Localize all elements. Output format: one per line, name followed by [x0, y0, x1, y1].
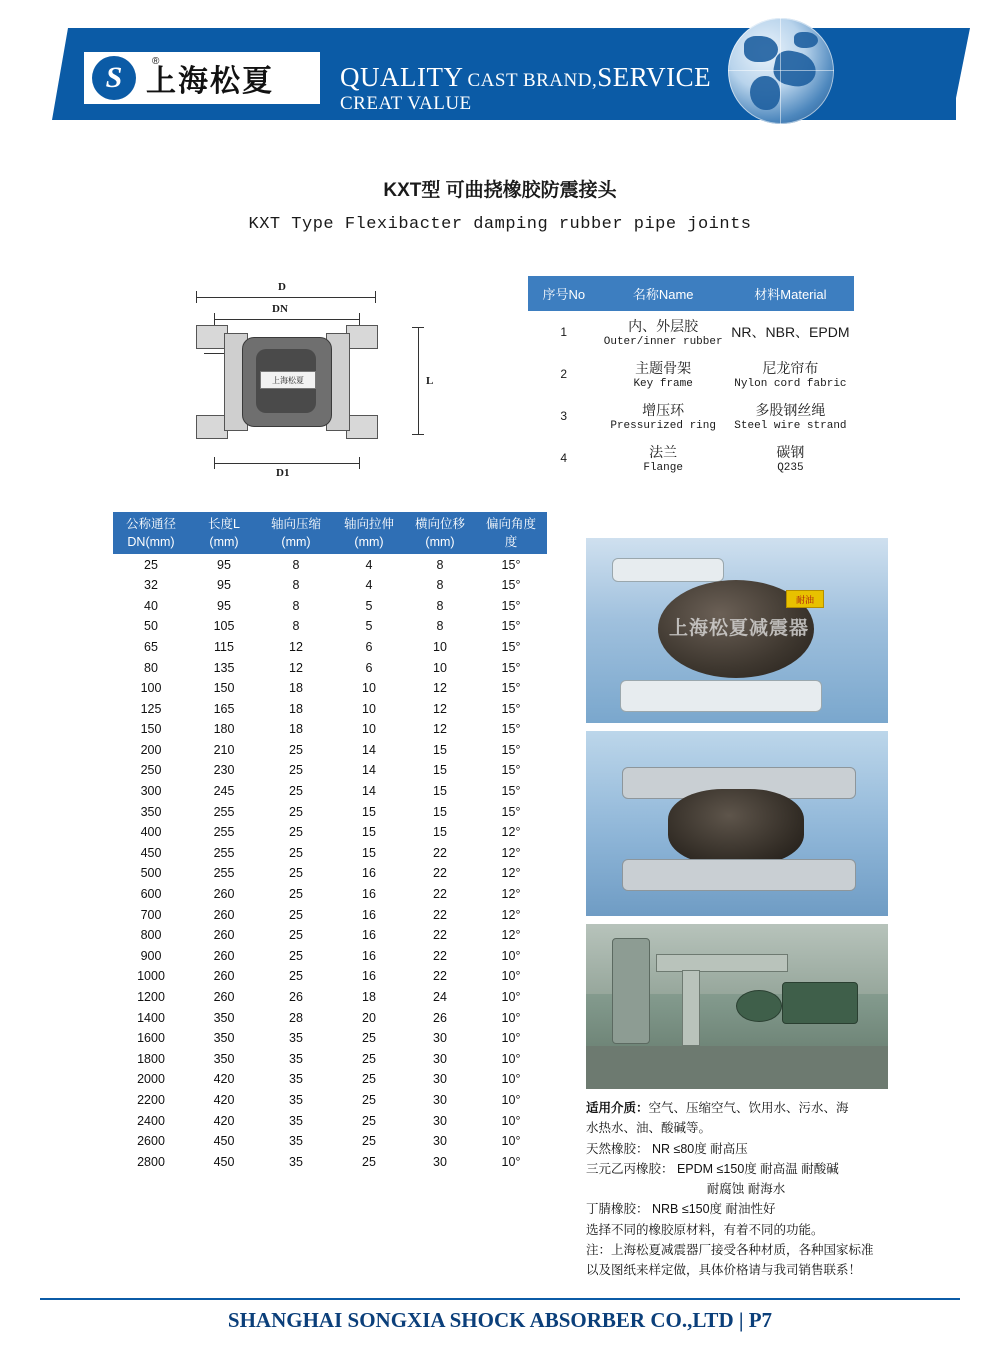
note-line-2: 水热水、油、酸碱等。: [586, 1121, 712, 1136]
spec-cell-dn: 1800: [137, 1051, 165, 1066]
photo3-pump-housing: [736, 990, 782, 1022]
spec-cell-lateral-displacement: 12: [433, 701, 447, 716]
spec-cell-length: 260: [213, 990, 235, 1005]
table-row: [113, 637, 547, 658]
spec-cell-deflection-angle: 10°: [501, 1154, 521, 1169]
note-line-7: 选择不同的橡胶原材料，有着不同的功能。: [586, 1222, 824, 1237]
spec-cell-axial-compression: 25: [289, 887, 303, 902]
slogan-cast-brand: CAST BRAND,: [467, 70, 598, 91]
globe-icon: [728, 18, 834, 124]
spec-cell-lateral-displacement: 12: [433, 722, 447, 737]
spec-cell-deflection-angle: 15°: [501, 557, 521, 572]
spec-cell-axial-extension: 4: [365, 557, 373, 572]
spec-cell-deflection-angle: 15°: [501, 660, 521, 675]
spec-cell-length: 135: [213, 660, 235, 675]
spec-cell-deflection-angle: 15°: [501, 639, 521, 654]
spec-cell-axial-extension: 16: [362, 969, 376, 984]
spec-cell-length: 255: [213, 866, 235, 881]
spec-cell-deflection-angle: 12°: [501, 866, 521, 881]
spec-cell-dn: 40: [144, 598, 158, 613]
table-row: [113, 946, 547, 967]
dim-line-d: [196, 297, 376, 298]
spec-cell-length: 150: [213, 681, 235, 696]
spec-cell-lateral-displacement: 30: [433, 1031, 447, 1046]
spec-cell-axial-extension: 16: [362, 907, 376, 922]
spec-cell-lateral-displacement: 10: [433, 660, 447, 675]
spec-cell-axial-compression: 25: [289, 763, 303, 778]
slogan-creat-value: CREAT VALUE: [340, 93, 472, 114]
spec-cell-dn: 2200: [137, 1092, 165, 1107]
dim-line-dn: [214, 319, 360, 320]
spec-cell-dn: 450: [140, 845, 162, 860]
spec-cell-deflection-angle: 10°: [501, 1092, 521, 1107]
spec-cell-lateral-displacement: 15: [433, 742, 447, 757]
spec-cell-length: 260: [213, 928, 235, 943]
table-row: [113, 554, 547, 575]
spec-cell-dn: 25: [144, 557, 158, 572]
spec-cell-axial-extension: 10: [362, 722, 376, 737]
spec-cell-length: 350: [213, 1051, 235, 1066]
spec-cell-deflection-angle: 10°: [501, 1113, 521, 1128]
spec-cell-axial-compression: 25: [289, 969, 303, 984]
spec-header-deflection-angle: 偏向角度 度: [475, 512, 547, 554]
note-line-1: 适用介质：空气、压缩空气、饮用水、污水、海: [586, 1101, 849, 1115]
slogan-quality: QUALITY: [340, 62, 464, 92]
parts-cell-material: NR、NBR、EPDM: [731, 324, 850, 340]
spec-cell-lateral-displacement: 15: [433, 804, 447, 819]
spec-header-length: 长度L (mm): [189, 512, 259, 554]
spec-cell-deflection-angle: 10°: [501, 1134, 521, 1149]
table-row: [113, 843, 547, 864]
spec-cell-deflection-angle: 15°: [501, 742, 521, 757]
photo1-watermark: 上海松夏减震器: [668, 617, 809, 639]
spec-cell-deflection-angle: 12°: [501, 845, 521, 860]
note-line-4: 三元乙丙橡胶： EPDM ≤150度 耐高温 耐酸碱: [586, 1161, 839, 1176]
parts-table: [528, 276, 854, 479]
spec-cell-lateral-displacement: 30: [433, 1072, 447, 1087]
note-line-6: 丁腈橡胶： NRB ≤150度 耐油性好: [586, 1202, 776, 1217]
slogan-service: SERVICE: [597, 62, 712, 92]
spec-cell-length: 350: [213, 1031, 235, 1046]
parts-table-header-row: [529, 277, 854, 311]
spec-cell-dn: 900: [140, 948, 162, 963]
spec-cell-lateral-displacement: 30: [433, 1092, 447, 1107]
spec-header-axial-extension: 轴向拉伸 (mm): [333, 512, 405, 554]
spec-cell-deflection-angle: 15°: [501, 784, 521, 799]
note-line-5: 耐腐蚀 耐海水: [706, 1182, 786, 1196]
spec-header-lateral-displacement: 横向位移 (mm): [405, 512, 475, 554]
spec-cell-axial-extension: 25: [362, 1134, 376, 1149]
parts-cell-no: 1: [560, 325, 568, 339]
spec-cell-dn: 2400: [137, 1113, 165, 1128]
flange-top-right: [346, 325, 378, 349]
spec-cell-axial-extension: 16: [362, 866, 376, 881]
spec-table-header-row: [113, 512, 547, 554]
spec-cell-dn: 200: [140, 742, 162, 757]
table-row: [113, 904, 547, 925]
spec-cell-axial-extension: 20: [362, 1010, 376, 1025]
spec-cell-lateral-displacement: 30: [433, 1134, 447, 1149]
spec-cell-dn: 1600: [137, 1031, 165, 1046]
photo2-flange-bottom: [622, 859, 856, 891]
photo3-pipe-vertical: [682, 970, 700, 1046]
spec-cell-length: 420: [213, 1113, 235, 1128]
spec-cell-axial-compression: 18: [289, 701, 303, 716]
spec-cell-length: 350: [213, 1010, 235, 1025]
table-row: [113, 1069, 547, 1090]
spec-cell-dn: 2600: [137, 1134, 165, 1149]
spec-cell-dn: 2000: [137, 1072, 165, 1087]
spec-header-dn: 公称通径 DN(mm): [113, 512, 189, 554]
spec-cell-dn: 300: [140, 784, 162, 799]
spec-cell-length: 95: [217, 557, 231, 572]
table-row: [113, 1090, 547, 1111]
spec-cell-axial-compression: 35: [289, 1092, 303, 1107]
spec-cell-deflection-angle: 12°: [501, 825, 521, 840]
usage-notes: [586, 1098, 906, 1280]
spec-cell-axial-compression: 26: [289, 990, 303, 1005]
header-slogan: [340, 62, 770, 115]
table-row: [113, 1049, 547, 1070]
table-row: [113, 575, 547, 596]
spec-cell-lateral-displacement: 15: [433, 763, 447, 778]
spec-cell-deflection-angle: 10°: [501, 948, 521, 963]
spec-cell-lateral-displacement: 30: [433, 1154, 447, 1169]
spec-cell-axial-compression: 12: [289, 660, 303, 675]
spec-cell-axial-extension: 15: [362, 804, 376, 819]
parts-header-no: 序号No: [529, 277, 600, 311]
spec-cell-deflection-angle: 12°: [501, 928, 521, 943]
spec-cell-axial-compression: 8: [292, 557, 300, 572]
dim-line-d1: [214, 463, 360, 464]
spec-cell-deflection-angle: 15°: [501, 763, 521, 778]
spec-cell-axial-extension: 5: [365, 598, 373, 613]
spec-cell-length: 95: [217, 598, 231, 613]
spec-cell-lateral-displacement: 22: [433, 887, 447, 902]
parts-cell-name: 增压环 Pressurized ring: [610, 402, 716, 432]
spec-cell-axial-compression: 35: [289, 1113, 303, 1128]
spec-cell-length: 420: [213, 1072, 235, 1087]
spec-cell-lateral-displacement: 22: [433, 948, 447, 963]
spec-cell-axial-extension: 25: [362, 1031, 376, 1046]
spec-cell-lateral-displacement: 12: [433, 681, 447, 696]
spec-header-axial-compression: 轴向压缩 (mm): [259, 512, 333, 554]
dim-label-d1: D1: [276, 467, 290, 479]
spec-cell-axial-extension: 4: [365, 578, 373, 593]
footer-divider: [40, 1298, 960, 1300]
spec-cell-length: 255: [213, 825, 235, 840]
spec-cell-deflection-angle: 10°: [501, 1031, 521, 1046]
spec-cell-deflection-angle: 10°: [501, 1072, 521, 1087]
parts-header-name: 名称Name: [599, 277, 727, 311]
table-row: [529, 353, 854, 395]
spec-cell-dn: 600: [140, 887, 162, 902]
spec-cell-axial-extension: 16: [362, 928, 376, 943]
spec-cell-lateral-displacement: 22: [433, 969, 447, 984]
page-footer: [0, 1308, 1000, 1333]
spec-cell-length: 245: [213, 784, 235, 799]
footer-company-name: SHANGHAI SONGXIA SHOCK ABSORBER CO.,LTD: [227, 1308, 734, 1332]
spec-cell-deflection-angle: 10°: [501, 1010, 521, 1025]
spec-cell-lateral-displacement: 15: [433, 825, 447, 840]
table-row: [113, 884, 547, 905]
spec-cell-dn: 1200: [137, 990, 165, 1005]
spec-cell-axial-extension: 25: [362, 1113, 376, 1128]
spec-cell-dn: 800: [140, 928, 162, 943]
spec-cell-length: 260: [213, 887, 235, 902]
spec-cell-deflection-angle: 15°: [501, 619, 521, 634]
spec-cell-axial-extension: 25: [362, 1092, 376, 1107]
spec-cell-lateral-displacement: 8: [436, 578, 444, 593]
parts-cell-material: 多股钢丝绳 Steel wire strand: [734, 402, 847, 432]
spec-cell-axial-compression: 18: [289, 722, 303, 737]
note-line-9: 以及图纸来样定做，具体价格请与我司销售联系！: [586, 1263, 862, 1277]
spec-cell-length: 210: [213, 742, 235, 757]
spec-cell-length: 95: [217, 578, 231, 593]
spec-cell-axial-compression: 25: [289, 804, 303, 819]
spec-cell-lateral-displacement: 10: [433, 639, 447, 654]
spec-cell-length: 450: [213, 1154, 235, 1169]
spec-cell-axial-compression: 12: [289, 639, 303, 654]
spec-cell-length: 255: [213, 845, 235, 860]
spec-cell-axial-compression: 35: [289, 1154, 303, 1169]
spec-cell-axial-compression: 35: [289, 1031, 303, 1046]
spec-cell-dn: 250: [140, 763, 162, 778]
company-logo: [84, 52, 320, 104]
spec-cell-deflection-angle: 12°: [501, 887, 521, 902]
spec-cell-axial-compression: 25: [289, 742, 303, 757]
table-row: [113, 698, 547, 719]
spec-cell-length: 180: [213, 722, 235, 737]
parts-cell-name: 内、外层胶 Outer/inner rubber: [603, 318, 723, 348]
spec-cell-axial-extension: 14: [362, 742, 376, 757]
spec-cell-axial-compression: 25: [289, 948, 303, 963]
footer-page-number: P7: [748, 1308, 773, 1332]
logo-text: 上海松夏: [146, 65, 274, 98]
parts-header-material: 材料Material: [727, 277, 853, 311]
table-row: [529, 311, 854, 354]
product-photo-with-flanges: [586, 731, 888, 916]
spec-cell-length: 450: [213, 1134, 235, 1149]
table-row: [113, 863, 547, 884]
dim-line-l: [418, 327, 419, 435]
spec-cell-lateral-displacement: 8: [436, 598, 444, 613]
parts-cell-name: 法兰 Flange: [643, 444, 683, 474]
spec-cell-dn: 1400: [137, 1010, 165, 1025]
spec-cell-axial-extension: 5: [365, 619, 373, 634]
spec-cell-lateral-displacement: 22: [433, 866, 447, 881]
spec-cell-axial-compression: 18: [289, 681, 303, 696]
spec-cell-deflection-angle: 15°: [501, 804, 521, 819]
table-row: [113, 1110, 547, 1131]
spec-cell-deflection-angle: 15°: [501, 701, 521, 716]
spec-cell-axial-extension: 10: [362, 701, 376, 716]
spec-cell-dn: 1000: [137, 969, 165, 984]
registered-trademark-icon: ®: [152, 56, 160, 67]
parts-cell-no: 3: [560, 409, 568, 423]
spec-cell-length: 260: [213, 907, 235, 922]
spec-cell-dn: 350: [140, 804, 162, 819]
spec-cell-axial-compression: 25: [289, 845, 303, 860]
table-row: [113, 966, 547, 987]
table-row: [113, 760, 547, 781]
spec-cell-axial-extension: 25: [362, 1072, 376, 1087]
spec-cell-axial-extension: 18: [362, 990, 376, 1005]
spec-cell-deflection-angle: 15°: [501, 681, 521, 696]
photo1-oil-resistant-sticker: 耐油: [786, 590, 824, 608]
spec-cell-dn: 32: [144, 578, 158, 593]
table-row: [113, 925, 547, 946]
spec-cell-axial-extension: 15: [362, 845, 376, 860]
spec-cell-length: 255: [213, 804, 235, 819]
spec-cell-dn: 400: [140, 825, 162, 840]
spec-cell-deflection-angle: 10°: [501, 969, 521, 984]
table-row: [113, 801, 547, 822]
spec-cell-axial-extension: 14: [362, 784, 376, 799]
product-drawing: [180, 275, 490, 490]
spec-cell-axial-compression: 8: [292, 598, 300, 613]
table-row: [529, 395, 854, 437]
table-row: [113, 987, 547, 1008]
parts-cell-material: 尼龙帘布 Nylon cord fabric: [734, 360, 847, 390]
spec-cell-axial-compression: 25: [289, 825, 303, 840]
spec-cell-axial-extension: 6: [365, 660, 373, 675]
spec-cell-axial-compression: 25: [289, 784, 303, 799]
spec-cell-length: 105: [213, 619, 235, 634]
spec-table: [113, 512, 547, 1172]
photo3-floor: [586, 1046, 888, 1089]
parts-cell-material: 碳钢 Q235: [776, 444, 805, 474]
dim-label-d: D: [278, 281, 286, 293]
table-row: [113, 1131, 547, 1152]
spec-cell-deflection-angle: 10°: [501, 990, 521, 1005]
spec-cell-axial-compression: 35: [289, 1134, 303, 1149]
dim-label-dn: DN: [272, 303, 288, 315]
parts-cell-name: 主题骨架 Key frame: [633, 360, 693, 390]
logo-s-icon: S: [92, 56, 136, 100]
spec-cell-axial-compression: 35: [289, 1072, 303, 1087]
table-row: [113, 822, 547, 843]
table-row: [113, 1028, 547, 1049]
spec-cell-axial-extension: 16: [362, 887, 376, 902]
table-row: [113, 781, 547, 802]
flange-bottom-right: [346, 415, 378, 439]
spec-cell-dn: 100: [140, 681, 162, 696]
spec-cell-lateral-displacement: 30: [433, 1113, 447, 1128]
note-line-3: 天然橡胶： NR ≤80度 耐高压: [586, 1141, 748, 1156]
spec-cell-axial-extension: 25: [362, 1051, 376, 1066]
spec-cell-deflection-angle: 15°: [501, 722, 521, 737]
photo3-pipe-horizontal: [656, 954, 788, 972]
spec-cell-dn: 2800: [137, 1154, 165, 1169]
table-row: [113, 1151, 547, 1172]
drawing-brand-tag: 上海松夏: [260, 371, 316, 389]
spec-cell-length: 115: [214, 639, 234, 654]
spec-cell-deflection-angle: 10°: [501, 1051, 521, 1066]
table-row: [113, 616, 547, 637]
spec-cell-axial-compression: 35: [289, 1051, 303, 1066]
spec-cell-axial-extension: 16: [362, 948, 376, 963]
spec-cell-lateral-displacement: 8: [436, 619, 444, 634]
spec-cell-deflection-angle: 15°: [501, 598, 521, 613]
table-row: [113, 678, 547, 699]
spec-cell-lateral-displacement: 24: [433, 990, 447, 1005]
photo1-flange-bottom: [620, 680, 822, 712]
spec-cell-lateral-displacement: 26: [433, 1010, 447, 1025]
table-row: [113, 740, 547, 761]
spec-cell-deflection-angle: 12°: [501, 907, 521, 922]
spec-cell-axial-compression: 25: [289, 866, 303, 881]
spec-cell-deflection-angle: 15°: [501, 578, 521, 593]
note-line-8: 注：上海松夏减震器厂接受各种材质，各种国家标准: [586, 1242, 874, 1257]
photo3-pump-motor: [782, 982, 858, 1024]
spec-cell-axial-compression: 28: [289, 1010, 303, 1025]
spec-cell-lateral-displacement: 22: [433, 928, 447, 943]
photo1-flange-top: [612, 558, 724, 582]
spec-cell-lateral-displacement: 22: [433, 845, 447, 860]
table-row: [113, 719, 547, 740]
spec-cell-axial-compression: 25: [289, 907, 303, 922]
spec-cell-dn: 65: [144, 639, 158, 654]
table-row: [113, 657, 547, 678]
table-row: [113, 595, 547, 616]
spec-cell-lateral-displacement: 8: [436, 557, 444, 572]
page-header: [0, 0, 1000, 148]
spec-cell-axial-compression: 8: [292, 578, 300, 593]
spec-cell-length: 260: [213, 969, 235, 984]
spec-cell-dn: 80: [144, 660, 158, 675]
photo3-tank: [612, 938, 650, 1044]
spec-cell-axial-extension: 25: [362, 1154, 376, 1169]
spec-cell-axial-extension: 15: [362, 825, 376, 840]
spec-cell-axial-compression: 8: [292, 619, 300, 634]
product-photo-closeup: [586, 538, 888, 723]
page-title-cn: KXT型 可曲挠橡胶防震接头: [383, 180, 617, 201]
spec-cell-lateral-displacement: 30: [433, 1051, 447, 1066]
spec-cell-length: 260: [213, 948, 235, 963]
spec-cell-length: 230: [213, 763, 235, 778]
spec-cell-lateral-displacement: 22: [433, 907, 447, 922]
spec-cell-length: 420: [213, 1092, 235, 1107]
parts-cell-no: 4: [560, 451, 568, 465]
spec-cell-axial-extension: 6: [365, 639, 373, 654]
spec-cell-dn: 500: [140, 866, 162, 881]
parts-cell-no: 2: [560, 367, 568, 381]
spec-cell-dn: 150: [140, 722, 162, 737]
photo2-rubber-body: [668, 789, 804, 865]
table-row: [529, 437, 854, 479]
installation-photo: [586, 924, 888, 1089]
spec-cell-dn: 50: [144, 619, 158, 634]
spec-cell-length: 165: [213, 701, 235, 716]
dim-label-l: L: [426, 375, 434, 387]
page-title-en: KXT Type Flexibacter damping rubber pipe joints: [248, 215, 752, 234]
footer-separator: |: [738, 1308, 744, 1332]
spec-cell-dn: 125: [140, 701, 162, 716]
spec-cell-dn: 700: [140, 907, 162, 922]
table-row: [113, 1007, 547, 1028]
spec-cell-axial-extension: 10: [362, 681, 376, 696]
spec-cell-axial-extension: 14: [362, 763, 376, 778]
spec-cell-lateral-displacement: 15: [433, 784, 447, 799]
spec-cell-axial-compression: 25: [289, 928, 303, 943]
